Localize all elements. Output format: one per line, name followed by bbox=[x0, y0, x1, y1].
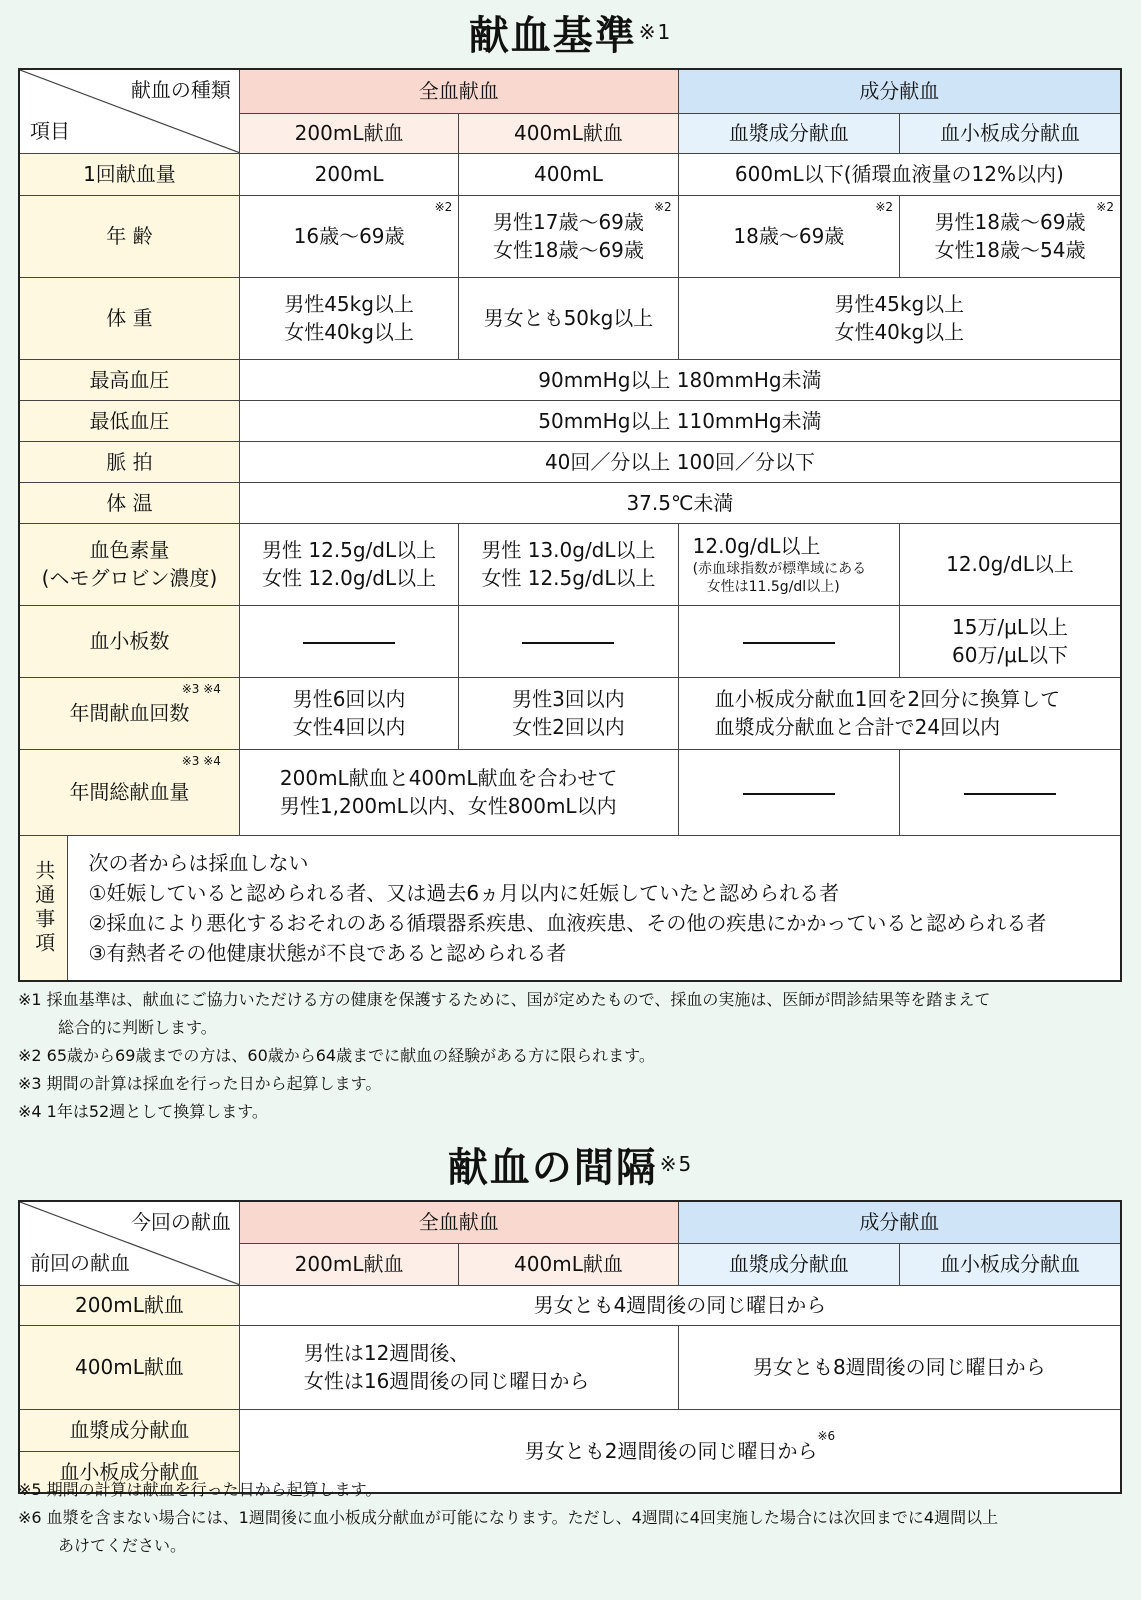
age-note: ※2 bbox=[434, 199, 453, 214]
footnote-5: ※5 期間の計算は献血を行った日から起算します。 bbox=[18, 1480, 382, 1499]
header-platelet: 血小板成分献血 bbox=[900, 113, 1121, 153]
interval-200: 男女とも4週間後の同じ曜日から bbox=[239, 1285, 1121, 1325]
hb-plasma-value: 12.0g/dL以上 bbox=[692, 534, 821, 558]
hb-plasma-note-b: 女性は11.5g/dl以上) bbox=[706, 579, 840, 595]
corner-bottom-label: 項目 bbox=[30, 118, 70, 143]
footnotes-interval bbox=[18, 1476, 1128, 1560]
header-plasma: 血漿成分献血 bbox=[678, 113, 899, 153]
dash-line bbox=[303, 642, 395, 644]
header-200ml: 200mL献血 bbox=[239, 1243, 458, 1285]
title-note: ※5 bbox=[659, 1152, 694, 1176]
title-donation-criteria bbox=[0, 8, 1141, 64]
dash-line bbox=[964, 793, 1056, 795]
age-plasma bbox=[678, 195, 899, 277]
platelet-min: 15万/μL以上 bbox=[951, 615, 1069, 639]
interval-400-component: 男女とも8週間後の同じ曜日から bbox=[678, 1325, 1121, 1409]
row-label-volume: 1回献血量 bbox=[19, 153, 239, 195]
age-200 bbox=[239, 195, 458, 277]
common-line-1: ①妊娠していると認められる者、又は過去6ヵ月以内に妊娠していたと認められる者 bbox=[88, 880, 840, 905]
row-label-prev-platelet: 血小板成分献血 bbox=[19, 1451, 239, 1493]
hb-plasma bbox=[678, 523, 899, 605]
annual-total-note: ※3 ※4 bbox=[181, 753, 221, 768]
title-text: 献血基準 bbox=[468, 13, 637, 59]
dash-line bbox=[743, 642, 835, 644]
hb-400-female: 女性 12.5g/dL以上 bbox=[481, 566, 656, 590]
weight-component bbox=[678, 277, 1121, 359]
weight-200-female: 女性40kg以上 bbox=[284, 320, 414, 344]
age-note: ※2 bbox=[653, 199, 672, 214]
footnote-4: ※4 1年は52週として換算します。 bbox=[18, 1102, 268, 1121]
annual-total-label: 年間総献血量 bbox=[69, 780, 190, 804]
interval-component-text: 男女とも2週間後の同じ曜日から bbox=[524, 1438, 818, 1463]
age-note: ※2 bbox=[875, 199, 894, 214]
volume-component: 600mL以下(循環血液量の12%以内) bbox=[678, 153, 1121, 195]
corner-cell bbox=[19, 1201, 239, 1285]
header-whole-blood: 全血献血 bbox=[239, 69, 678, 113]
footnote-1-cont: 総合的に判断します。 bbox=[58, 1018, 217, 1037]
corner-top-label: 献血の種類 bbox=[130, 78, 231, 102]
corner-bottom-label: 前回の献血 bbox=[30, 1250, 130, 1275]
hb-200 bbox=[239, 523, 458, 605]
footnote-3: ※3 期間の計算は採血を行った日から起算します。 bbox=[18, 1074, 382, 1093]
weight-comp-female: 女性40kg以上 bbox=[834, 320, 965, 344]
row-label-dbp: 最低血圧 bbox=[19, 400, 239, 441]
title-text: 献血の間隔 bbox=[447, 1145, 658, 1191]
dash-line bbox=[522, 642, 614, 644]
title-note: ※1 bbox=[638, 20, 673, 44]
annual-count-400-male: 男性3回以内 bbox=[512, 687, 625, 711]
footnote-1: ※1 採血基準は、献血にご協力いただける方の健康を保護するために、国が定めたもので、採血の実施は、医師が問診結果等を踏まえて bbox=[18, 990, 991, 1009]
annual-count-200 bbox=[239, 677, 458, 749]
row-label-prev-400: 400mL献血 bbox=[19, 1325, 239, 1409]
annual-count-note: ※3 ※4 bbox=[181, 681, 221, 696]
interval-component-note: ※6 bbox=[817, 1429, 836, 1444]
footnote-2: ※2 65歳から69歳までの方は、60歳から64歳までに献血の経験がある方に限られます。 bbox=[18, 1046, 655, 1065]
volume-400: 400mL bbox=[459, 153, 678, 195]
sbp-value: 90mmHg以上 180mmHg未満 bbox=[239, 359, 1121, 400]
row-label-age: 年 齢 bbox=[19, 195, 239, 277]
row-label-prev-plasma: 血漿成分献血 bbox=[19, 1409, 239, 1451]
platelet-400 bbox=[459, 605, 678, 677]
annual-total-a: 200mL献血と400mL献血を合わせて bbox=[279, 766, 618, 790]
row-label-hb bbox=[19, 523, 239, 605]
interval-400-whole bbox=[239, 1325, 678, 1409]
pulse-value: 40回／分以上 100回／分以下 bbox=[239, 441, 1121, 482]
dbp-value: 50mmHg以上 110mmHg未満 bbox=[239, 400, 1121, 441]
row-label-sbp: 最高血圧 bbox=[19, 359, 239, 400]
hb-platelet: 12.0g/dL以上 bbox=[900, 523, 1121, 605]
age-400 bbox=[459, 195, 678, 277]
hb-400-male: 男性 13.0g/dL以上 bbox=[481, 538, 656, 562]
annual-total-platelet bbox=[900, 749, 1121, 835]
corner-top-label: 今回の献血 bbox=[130, 1210, 231, 1234]
hb-plasma-note-a: (赤血球指数が標準域にある bbox=[692, 561, 867, 577]
common-line-intro: 次の者からは採血しない bbox=[88, 850, 309, 875]
annual-count-component bbox=[678, 677, 1121, 749]
age-platelet bbox=[900, 195, 1121, 277]
annual-count-comp-a: 血小板成分献血1回を2回分に換算して bbox=[714, 687, 1061, 711]
header-component: 成分献血 bbox=[678, 69, 1121, 113]
annual-count-400-female: 女性2回以内 bbox=[512, 715, 625, 739]
annual-count-label: 年間献血回数 bbox=[69, 701, 190, 725]
row-label-temp: 体 温 bbox=[19, 482, 239, 523]
criteria-table bbox=[18, 68, 1122, 982]
annual-count-comp-b: 血漿成分献血と合計で24回以内 bbox=[714, 715, 1001, 739]
row-label-platelet: 血小板数 bbox=[19, 605, 239, 677]
platelet-200 bbox=[239, 605, 458, 677]
age-platelet-male: 男性18歳～69歳 bbox=[934, 210, 1086, 234]
header-whole-blood: 全血献血 bbox=[239, 1201, 678, 1243]
annual-total-b: 男性1,200mL以内、女性800mL以内 bbox=[279, 794, 617, 818]
age-400-male: 男性17歳～69歳 bbox=[493, 210, 644, 234]
temp-value: 37.5℃未満 bbox=[239, 482, 1121, 523]
interval-table bbox=[18, 1200, 1122, 1494]
annual-count-200-male: 男性6回以内 bbox=[292, 687, 406, 711]
annual-count-400 bbox=[459, 677, 678, 749]
weight-200-male: 男性45kg以上 bbox=[284, 292, 414, 316]
age-400-female: 女性18歳～69歳 bbox=[493, 238, 644, 262]
hb-label-b: (ヘモグロビン濃度) bbox=[41, 566, 218, 590]
platelet-platelet bbox=[900, 605, 1121, 677]
age-note: ※2 bbox=[1096, 199, 1114, 214]
volume-200: 200mL bbox=[239, 153, 458, 195]
row-label-prev-200: 200mL献血 bbox=[19, 1285, 239, 1325]
header-component: 成分献血 bbox=[678, 1201, 1121, 1243]
weight-200 bbox=[239, 277, 458, 359]
dash-line bbox=[743, 793, 835, 795]
age-plasma-text: 18歳～69歳 bbox=[733, 224, 845, 248]
common-line-3: ③有熱者その他健康状態が不良であると認められる者 bbox=[88, 940, 567, 965]
annual-count-200-female: 女性4回以内 bbox=[292, 715, 406, 739]
annual-total-plasma bbox=[678, 749, 899, 835]
header-400ml: 400mL献血 bbox=[459, 1243, 678, 1285]
row-label-annual-count bbox=[19, 677, 239, 749]
annual-total-whole bbox=[239, 749, 678, 835]
row-label-annual-total bbox=[19, 749, 239, 835]
age-platelet-female: 女性18歳～54歳 bbox=[934, 238, 1086, 262]
hb-200-female: 女性 12.0g/dL以上 bbox=[261, 566, 437, 590]
footnotes-criteria bbox=[18, 986, 1128, 1126]
weight-comp-male: 男性45kg以上 bbox=[834, 292, 965, 316]
header-plasma: 血漿成分献血 bbox=[678, 1243, 899, 1285]
title-donation-interval bbox=[0, 1140, 1141, 1196]
header-200ml: 200mL献血 bbox=[239, 113, 458, 153]
platelet-plasma bbox=[678, 605, 899, 677]
hb-label-a: 血色素量 bbox=[89, 538, 170, 562]
interval-400-male: 男性は12週間後、 bbox=[303, 1341, 470, 1365]
header-platelet: 血小板成分献血 bbox=[900, 1243, 1121, 1285]
common-items bbox=[68, 835, 1121, 981]
hb-200-male: 男性 12.5g/dL以上 bbox=[261, 538, 437, 562]
interval-400-female: 女性は16週間後の同じ曜日から bbox=[303, 1369, 590, 1393]
footnote-6-cont: あけてください。 bbox=[58, 1536, 187, 1555]
platelet-max: 60万/μL以下 bbox=[951, 643, 1069, 667]
common-line-2: ②採血により悪化するおそれのある循環器系疾患、血液疾患、その他の疾患にかかっていると認められる者 bbox=[88, 910, 1047, 935]
weight-400: 男女とも50kg以上 bbox=[459, 277, 678, 359]
corner-cell bbox=[19, 69, 239, 153]
footnote-6: ※6 血漿を含まない場合には、1週間後に血小板成分献血が可能になります。ただし、4週間に4回実施した場合には次回までに4週間以上 bbox=[18, 1508, 999, 1527]
common-label: 共通事項 bbox=[19, 835, 68, 981]
row-label-weight: 体 重 bbox=[19, 277, 239, 359]
header-400ml: 400mL献血 bbox=[459, 113, 678, 153]
row-label-pulse: 脈 拍 bbox=[19, 441, 239, 482]
age-200-text: 16歳～69歳 bbox=[293, 224, 405, 248]
hb-400 bbox=[459, 523, 678, 605]
